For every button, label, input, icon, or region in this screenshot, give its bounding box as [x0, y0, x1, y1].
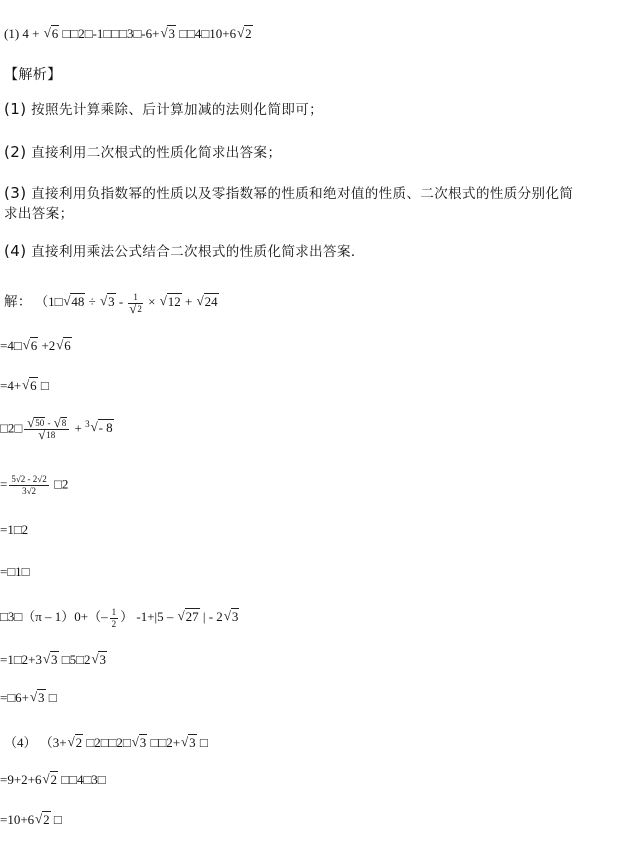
solution-step-3a: =1□2+3√ 3 □5□2√ 3	[0, 652, 107, 668]
radical: √ 6	[44, 26, 60, 42]
analysis-item-3-cont: 求出答案；	[4, 206, 74, 222]
solution-step-3: □3□（π – 1）0+（– $\frac{1}{2}$ ） -1+|5 – √ 27 | - 2√ 3	[0, 606, 239, 630]
item-number: (1)	[4, 100, 27, 118]
solution-step-2: □2□ √ 50 - √ 8 √ 18 + $^3$√ - 8	[0, 418, 114, 441]
item-text: 直接利用负指数幂的性质以及零指数幂的性质和绝对值的性质、二次根式的性质分别化简	[31, 186, 574, 202]
item-text: 直接利用乘法公式结合二次根式的性质化简求出答案．	[31, 244, 365, 260]
radical: √ 2	[237, 26, 253, 42]
item-number: (3)	[4, 184, 27, 202]
solution-step-4: （4） （3+√ 2 □2□□2□√ 3 □□2+√ 3 □	[4, 732, 208, 751]
solution-step-1b: =4+√ 6 □	[0, 378, 49, 394]
solution-step-2a: = $\frac{5√2 - 2√2}{3√2}$ □2	[0, 474, 69, 496]
analysis-item-1	[4, 98, 323, 118]
item-number: (4)	[4, 242, 27, 260]
analysis-item-2	[4, 141, 281, 161]
section-title: 【解析】	[4, 67, 62, 83]
item-text: 直接利用二次根式的性质化简求出答案；	[31, 145, 282, 161]
radical: √ 3	[160, 26, 176, 42]
answer-text: □□2□-1□□□3□-6+	[59, 26, 160, 41]
item-text: 按照先计算乘除、后计算加减的法则化简即可；	[31, 102, 324, 118]
solution-step-1a: =4□√ 6 +2√ 6	[0, 338, 72, 354]
solution-step-2b: =1□2	[0, 522, 29, 537]
fraction: 1 √ 2	[128, 292, 143, 315]
answer-text: □□4□10+6	[175, 26, 237, 41]
answer-line	[4, 26, 253, 42]
solution-step-4b: =10+6√ 2 □	[0, 812, 62, 828]
solution-step-1: 解： （1□√ 48 ÷ √ 3 - 1 √ 2 × √ 12 + √ 24	[4, 290, 219, 315]
fraction: $\frac{5√2 - 2√2}{3√2}$	[11, 474, 47, 496]
solution-step-2c: =□1□	[0, 564, 30, 579]
solution-step-4a: =9+2+6√ 2 □□4□3□	[0, 772, 106, 788]
analysis-item-4	[4, 240, 365, 260]
solution-label: 解：	[4, 294, 32, 310]
fraction: √ 50 - √ 8 √ 18	[24, 418, 69, 441]
answer-text: (1) 4 +	[4, 26, 43, 41]
item-number: (2)	[4, 143, 27, 161]
fraction: $\frac{1}{2}$	[111, 606, 117, 629]
solution-step-3b: =□6+√ 3 □	[0, 690, 57, 706]
analysis-item-3	[4, 182, 573, 202]
